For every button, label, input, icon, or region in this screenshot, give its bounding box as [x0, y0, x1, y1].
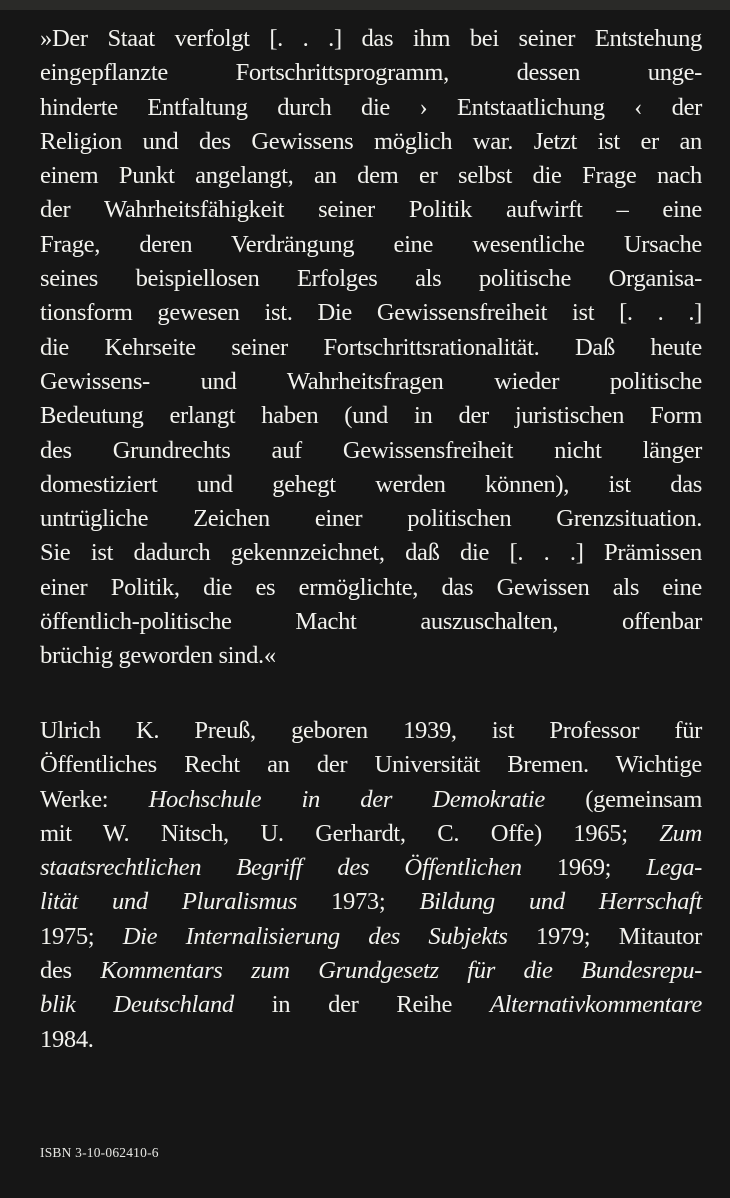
work-title: Die Internalisierung des Subjekts — [122, 922, 508, 950]
bio-line — [40, 885, 702, 919]
quote-line: einem Punkt angelangt, an dem er selbst die Frage nach — [40, 162, 702, 190]
bio-text: in der Reihe — [233, 991, 490, 1019]
quote-line: untrügliche Zeichen einer politischen Grenzsituation. — [40, 505, 702, 533]
bio-line — [40, 851, 702, 885]
quote-line: Religion und des Gewissens möglich war. Jetzt ist er an — [40, 127, 702, 155]
quote-line: brüchig geworden sind.« — [40, 642, 276, 670]
quote-line: Sie ist dadurch gekennzeichnet, daß die [. . .] Prämissen — [40, 539, 702, 567]
quote-line: der Wahrheitsfähigkeit seiner Politik aufwirft – eine — [40, 196, 702, 224]
work-title: Zum — [659, 819, 702, 847]
quote-line: eingepflanzte Fortschrittsprogramm, dessen unge- — [40, 59, 702, 87]
bio-line — [40, 748, 702, 782]
bio-line — [40, 954, 702, 988]
bio-text: 1979; Mitautor — [507, 922, 702, 950]
bio-text: mit W. Nitsch, U. Gerhardt, C. Offe) 1965; — [40, 819, 660, 847]
cover-top-edge — [0, 0, 730, 10]
bio-text: 1969; — [521, 854, 647, 882]
bio-text: Öffentliches Recht an der Universität Bremen. Wichtige — [40, 751, 702, 779]
work-title: Bildung und Herrschaft — [419, 888, 702, 916]
bio-line — [40, 988, 702, 1022]
bio-text: (gemeinsam — [544, 785, 702, 813]
work-title: Kommentars zum Grundgesetz für die Bundesrepu- — [100, 957, 702, 985]
bio-line — [40, 920, 702, 954]
quote-line: einer Politik, die es ermöglichte, das Gewissen als eine — [40, 573, 702, 601]
bio-text: 1975; — [40, 922, 123, 950]
author-bio-block — [40, 714, 702, 1057]
quote-line: die Kehrseite seiner Fortschrittsrationalität. Daß heute — [40, 333, 702, 361]
quote-line: Bedeutung erlangt haben (und in der juristischen Form — [40, 402, 702, 430]
bio-text: 1984. — [40, 1025, 94, 1053]
isbn-number: ISBN 3-10-062410-6 — [40, 1145, 159, 1160]
bio-text: des — [40, 957, 101, 985]
bio-line — [40, 817, 702, 851]
bio-line — [40, 783, 702, 817]
quote-line: des Grundrechts auf Gewissensfreiheit nicht länger — [40, 436, 702, 464]
bio-text: Werke: — [40, 785, 149, 813]
work-title: Alternativkommentare — [489, 991, 702, 1019]
quote-line: öffentlich-politische Macht auszuschalten, offenbar — [40, 608, 702, 636]
quote-line: »Der Staat verfolgt [. . .] das ihm bei seiner Entstehung — [40, 25, 702, 52]
bio-line — [40, 714, 702, 748]
work-title: blik Deutschland — [40, 991, 234, 1019]
bio-text: 1973; — [296, 888, 420, 916]
quote-line: domestiziert und gehegt werden können), ist das — [40, 470, 702, 498]
bio-line — [40, 1023, 702, 1057]
work-title: lität und Pluralismus — [40, 888, 297, 916]
quote-line: Gewissens- und Wahrheitsfragen wieder politische — [40, 367, 702, 395]
work-title: Hochschule in der Demokratie — [148, 785, 545, 813]
quote-line: tionsform gewesen ist. Die Gewissensfreiheit ist [. . .] — [40, 299, 702, 327]
bio-text: Ulrich K. Preuß, geboren 1939, ist Professor für — [40, 717, 702, 744]
quote-line: hinderte Entfaltung durch die › Entstaatlichung ‹ der — [40, 93, 702, 121]
quote-line: seines beispiellosen Erfolges als politische Organisa- — [40, 265, 702, 293]
quote-block — [40, 22, 702, 674]
quote-line: Frage, deren Verdrängung eine wesentliche Ursache — [40, 230, 702, 258]
work-title: Lega- — [646, 854, 702, 882]
work-title: staatsrechtlichen Begriff des Öffentlichen — [40, 854, 522, 882]
